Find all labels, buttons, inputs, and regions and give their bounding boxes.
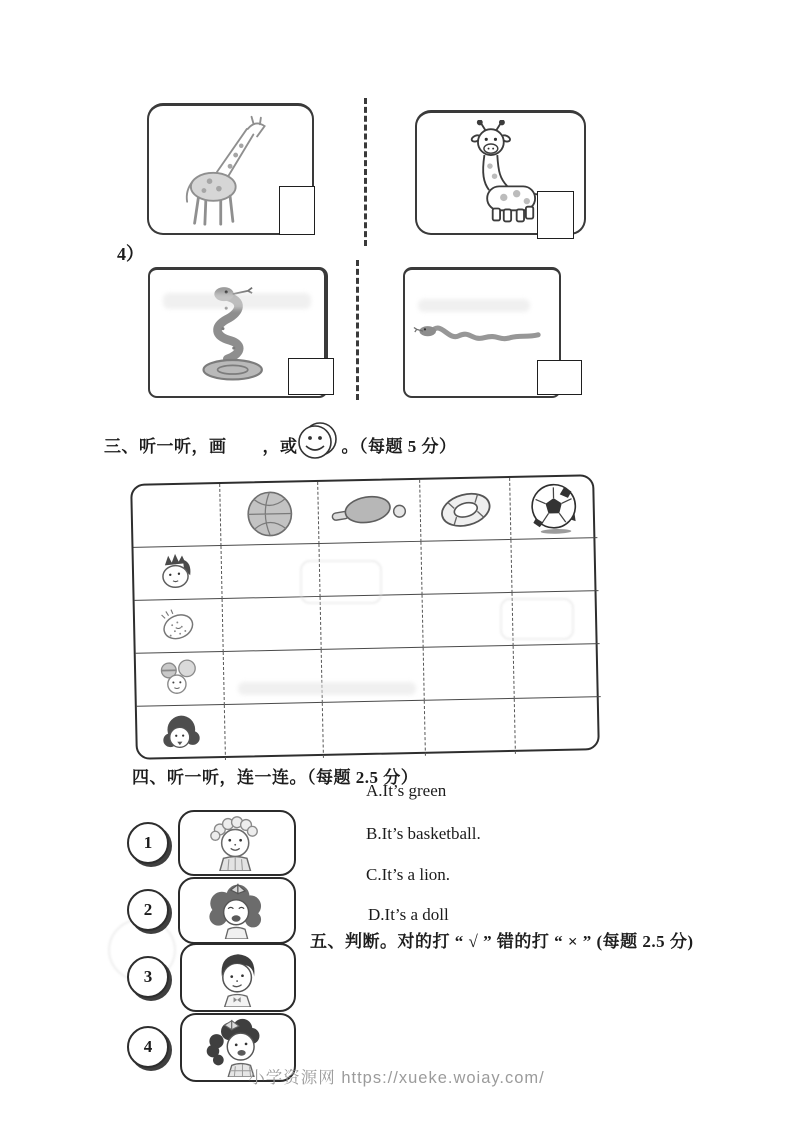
picture-box-giraffe-cartoon: [415, 110, 586, 235]
item-number-text: 4: [143, 1037, 153, 1056]
answer-square: [537, 191, 574, 239]
option-a: A.It’s green: [366, 781, 447, 800]
question-number-label: 4）: [117, 244, 144, 264]
football-icon: [517, 479, 590, 536]
grid-blank-cell: [511, 538, 598, 593]
grid-blank-cell: [514, 644, 601, 699]
snake-icon: [413, 310, 551, 356]
answer-square: [279, 186, 315, 235]
grid-row-curly-puffs: [136, 652, 225, 707]
grid-header-table-tennis: [318, 480, 421, 544]
basketball-icon: [233, 486, 306, 541]
smiley-face-icon: [294, 421, 340, 463]
print-bleed-artifact: [500, 598, 574, 640]
grid-blank-cell: [323, 701, 426, 758]
grid-blank-cell: [424, 646, 515, 701]
section4-header: 四、听一听，连一连。（每题 2.5 分）: [132, 768, 419, 787]
cut-line-divider: [356, 260, 359, 400]
kid-picture-box-2: [178, 877, 296, 944]
section3-title-part2: ，或: [262, 437, 298, 456]
table-tennis-paddle-icon: [326, 483, 413, 539]
boy-spiky-hair-face-icon: [151, 549, 204, 596]
picture-box-cobra: [148, 267, 328, 398]
print-bleed-artifact: [300, 560, 382, 604]
grid-blank-cell: [225, 703, 324, 760]
option-c: C.It’s a lion.: [366, 865, 451, 884]
option-d: D.It’s a doll: [368, 905, 449, 924]
kid-picture-box-1: [178, 810, 296, 876]
cut-line-divider: [364, 98, 367, 246]
girl-curly-hair-bow-icon: [185, 882, 289, 939]
item-number-text: 3: [143, 967, 153, 986]
section5-header: 五、判断。对的打 “ √ ” 错的打 “ × ” (每题 2.5 分): [310, 932, 694, 951]
print-bleed-artifact: [238, 682, 416, 695]
grid-blank-cell: [224, 650, 323, 705]
freckled-child-face-icon: [152, 602, 205, 649]
item-number-1: [127, 822, 169, 864]
boy-curly-hair-icon: [185, 815, 289, 871]
item-number-text: 2: [143, 900, 153, 919]
section3-header: [104, 421, 457, 457]
option-b: B.It’s basketball.: [366, 824, 481, 843]
curly-puffs-child-face-icon: [153, 655, 206, 702]
section3-title-part1: 三、听一听，画: [104, 437, 227, 456]
grid-row-girl-dark-hair: [137, 705, 226, 762]
answer-square: [288, 358, 334, 395]
item-number-text: 1: [143, 833, 153, 852]
kid-picture-box-3: [180, 943, 296, 1012]
picture-box-giraffe-photo: [147, 103, 314, 235]
boy-dark-hair-icon: [187, 948, 289, 1007]
print-bleed-artifact: [163, 293, 311, 309]
grid-corner-cell: [132, 484, 221, 548]
grid-blank-cell: [223, 597, 322, 652]
print-bleed-artifact: [418, 299, 530, 312]
grid-blank-cell: [421, 540, 512, 595]
item-number-2: [127, 889, 169, 931]
grid-blank-cell: [515, 697, 602, 754]
answer-square: [537, 360, 582, 395]
item-number-3: [127, 956, 169, 998]
grid-row-freckled: [135, 599, 224, 654]
grid-header-swim-ring: [420, 478, 511, 542]
section3-title-part3: 。（每题 5 分）: [341, 437, 457, 456]
grid-header-basketball: [220, 482, 319, 546]
watermark-footer: 小学资源网 https://xueke.woiay.com/: [248, 1069, 545, 1087]
grid-header-football: [510, 476, 597, 540]
item-number-4: [127, 1026, 169, 1068]
swim-ring-icon: [427, 482, 504, 538]
grid-blank-cell: [425, 699, 516, 756]
girl-dark-hair-face-icon: [154, 709, 207, 758]
picture-box-snake: [403, 267, 561, 398]
grid-row-boy-spiky: [134, 546, 223, 601]
